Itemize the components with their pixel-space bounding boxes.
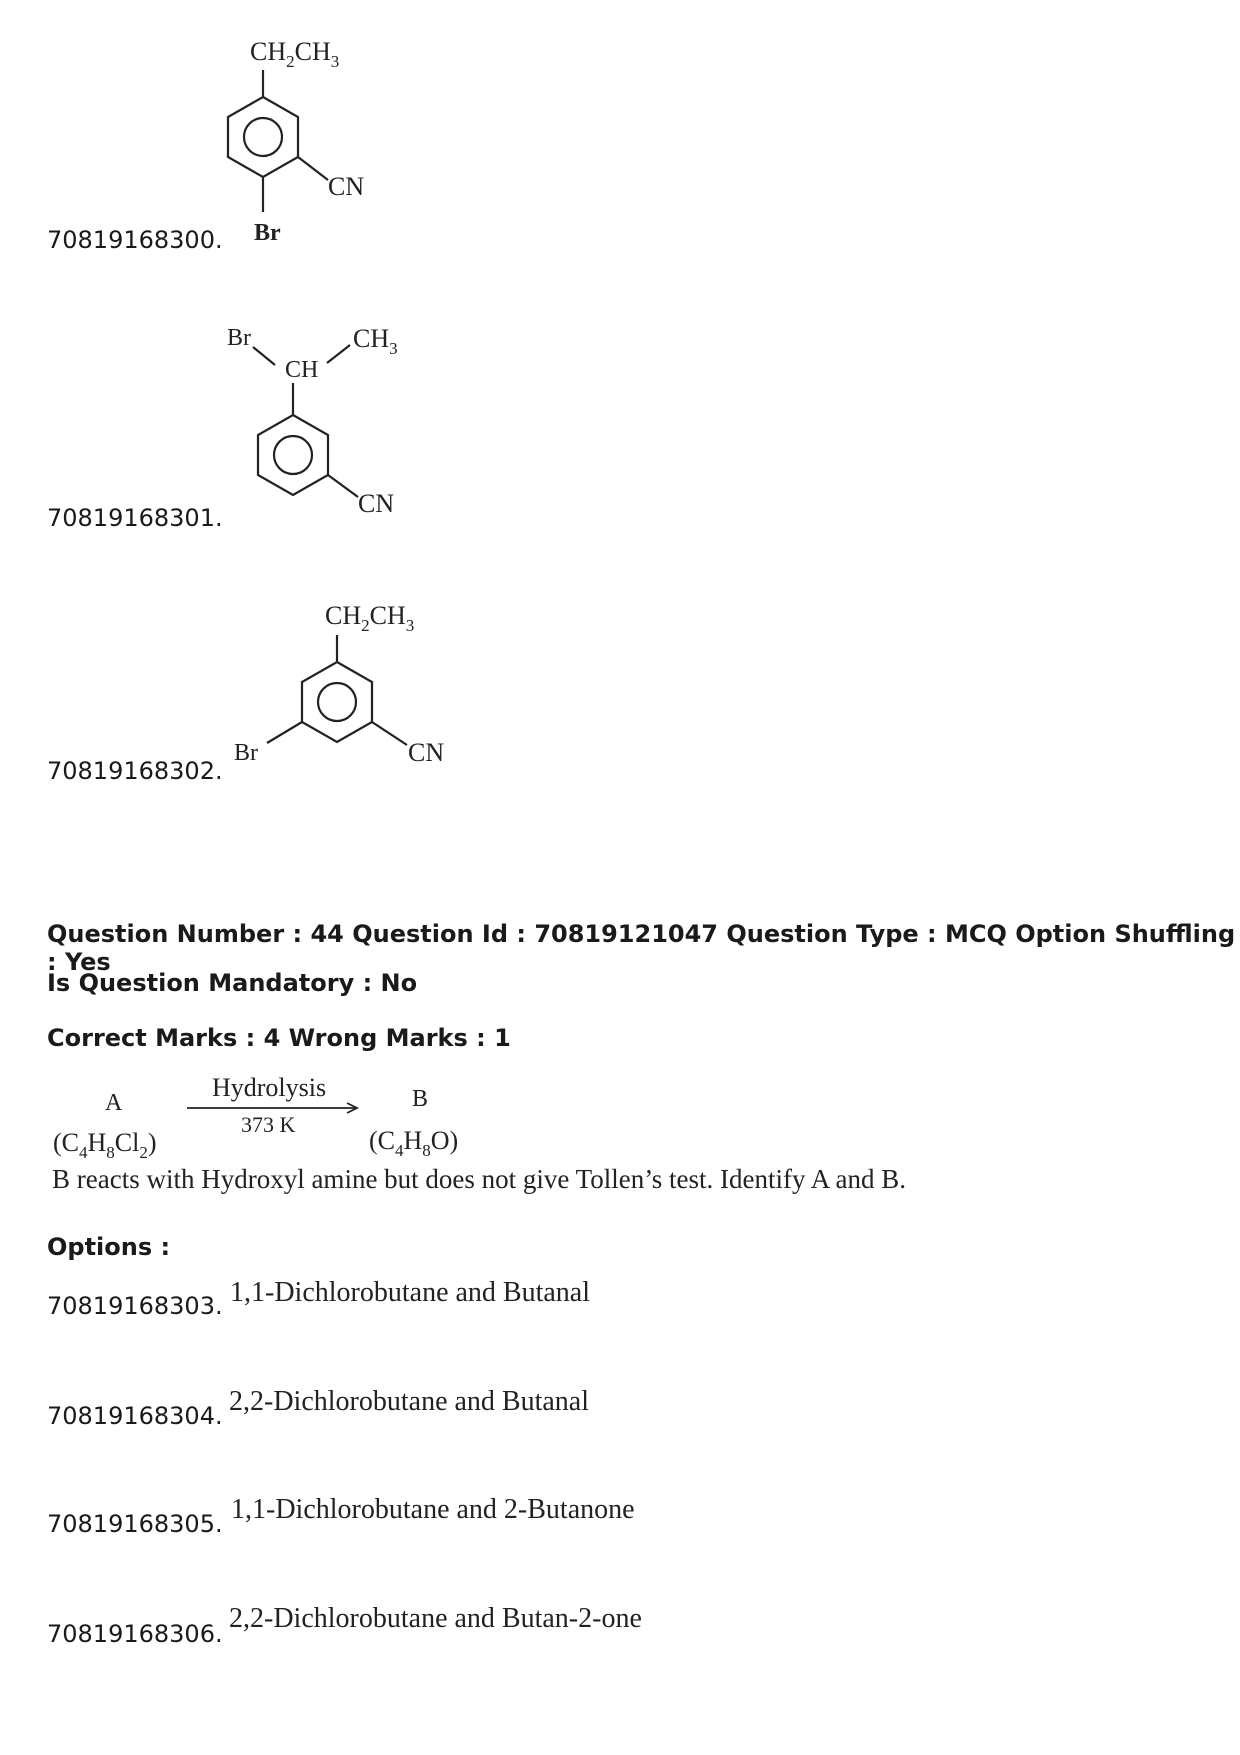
- option-number: 70819168305.: [47, 1510, 223, 1538]
- question-marks-line: Correct Marks : 4 Wrong Marks : 1: [47, 1024, 511, 1052]
- svg-text:Br: Br: [227, 325, 251, 351]
- option-number: 70819168306.: [47, 1620, 223, 1648]
- question-mandatory-line: Is Question Mandatory : No: [47, 969, 418, 997]
- option-number: 70819168300.: [47, 226, 223, 254]
- svg-text:CH: CH: [285, 357, 319, 383]
- svg-text:CN: CN: [328, 172, 365, 201]
- option-text: 1,1-Dichlorobutane and 2-Butanone: [231, 1494, 635, 1525]
- question-text: B reacts with Hydroxyl amine but does not give Tollen’s test. Identify A and B.: [52, 1164, 906, 1194]
- svg-text:Br: Br: [234, 740, 258, 766]
- svg-text:(C4H8O): $(C_4H_8O)$: [369, 1126, 459, 1160]
- options-label: Options :: [47, 1233, 171, 1261]
- option-text: 2,2-Dichlorobutane and Butan-2-one: [229, 1603, 642, 1634]
- svg-text:CH2CH3: $CH_2CH_3$: [250, 37, 340, 71]
- svg-text:A: A: [105, 1090, 123, 1116]
- svg-text:B: B: [412, 1086, 429, 1112]
- chemical-structure-image: [210, 30, 410, 260]
- option-number: 70819168303.: [47, 1292, 223, 1320]
- svg-text:(C4H8Cl2): $(C_4H_8Cl_2)$: [53, 1128, 157, 1162]
- chemical-structure-image: [225, 595, 485, 795]
- option-number: 70819168302.: [47, 757, 223, 785]
- svg-text:CH3: $CH_3$: [353, 324, 398, 358]
- option-number: 70819168301.: [47, 504, 223, 532]
- option-text: 2,2-Dichlorobutane and Butanal: [229, 1386, 590, 1417]
- option-number: 70819168304.: [47, 1402, 223, 1430]
- option-text: 1,1-Dichlorobutane and Butanal: [230, 1277, 591, 1308]
- svg-text:CH2CH3: $CH_2CH_3$: [325, 601, 415, 635]
- svg-text:Hydrolysis: Hydrolysis: [212, 1073, 327, 1102]
- svg-text:CN: CN: [358, 489, 395, 518]
- question-meta-line: Question Number : 44 Question Id : 70819121047 Question Type : MCQ Option Shuffling : Yes: [47, 920, 1236, 976]
- svg-text:Br: Br: [254, 220, 281, 246]
- svg-text:CN: CN: [408, 738, 445, 767]
- svg-text:373 K: 373 K: [241, 1112, 296, 1137]
- chemical-structure-image: [215, 315, 435, 535]
